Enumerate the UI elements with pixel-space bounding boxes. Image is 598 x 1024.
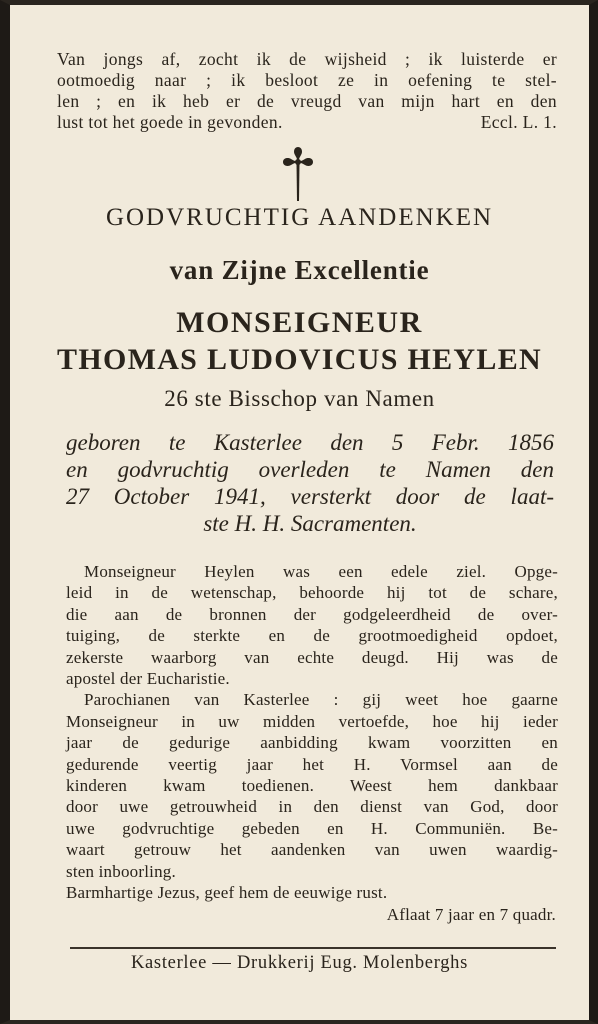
body-line: uwe godvruchtige gebeden en H. Communiën. Be-	[66, 818, 558, 838]
deceased-name: THOMAS LUDOVICUS HEYLEN	[57, 343, 542, 376]
verse-reference: Eccl. L. 1.	[480, 112, 557, 132]
dates-line: geboren te Kasterlee den 5 Febr. 1856	[66, 430, 554, 455]
dates-line: ste H. H. Sacramenten.	[203, 511, 417, 536]
divider	[70, 947, 556, 949]
body-line: gedurende veertig jaar het H. Vormsel aan de	[66, 754, 558, 774]
prayer-text: Barmhartige Jezus, geef hem de eeuwige rust.	[66, 883, 388, 902]
body-line: Parochianen van Kasterlee : gij weet hoe gaarne	[84, 690, 558, 710]
verse-line: len ; en ik heb er de vreugd van mijn hart en den	[57, 91, 557, 111]
dates-line: 27 October 1941, versterkt door de laat-	[66, 484, 554, 509]
body-line: zekerste waarborg van echte deugd. Hij was de	[66, 647, 558, 667]
scripture-verse	[57, 49, 557, 133]
cross-icon	[281, 145, 315, 203]
body-line: door uwe getrouwheid in den dienst van God, door	[66, 797, 558, 817]
body-line: waart getrouw het aandenken van uwen waardig-	[66, 840, 558, 860]
body-line: jaar de gedurige aanbidding kwam voorzitten en	[66, 733, 558, 753]
body-line: Monseigneur Heylen was een edele ziel. Opge-	[84, 562, 558, 581]
prayer-block	[66, 882, 558, 926]
printer-credit: Kasterlee — Drukkerij Eug. Molenberghs	[130, 953, 469, 973]
bishop-title: 26 ste Bisschop van Namen	[164, 386, 435, 411]
body-line: tuiging, de sterkte en de grootmoedigheid opdoet,	[66, 626, 558, 646]
biography-text	[66, 561, 558, 882]
verse-line: lust tot het goede in gevonden.	[57, 112, 283, 132]
body-line: leid in de wetenschap, behoorde hij tot de schare,	[66, 583, 558, 603]
dates-line: en godvruchtig overleden te Namen den	[66, 457, 554, 482]
body-line: Monseigneur in uw midden vertoefde, hoe hij ieder	[66, 711, 558, 731]
excellency-line: van Zijne Excellentie	[169, 255, 430, 285]
body-line: sten inboorling.	[66, 861, 176, 881]
memorial-title: GODVRUCHTIG AANDENKEN	[105, 204, 494, 231]
verse-line: ootmoedig naar ; ik besloot ze in oefening te stel-	[57, 70, 557, 90]
body-line: apostel der Eucharistie.	[66, 669, 230, 689]
body-line: die aan de bronnen der godgeleerdheid de over-	[66, 604, 558, 624]
birth-death-dates	[66, 429, 554, 537]
honorific: MONSEIGNEUR	[176, 306, 423, 339]
verse-line: Van jongs af, zocht ik de wijsheid ; ik luisterde er	[57, 49, 557, 69]
body-line: kinderen kwam toedienen. Weest hem dankbaar	[66, 776, 558, 796]
indulgence-text: Aflaat 7 jaar en 7 quadr.	[386, 905, 556, 924]
